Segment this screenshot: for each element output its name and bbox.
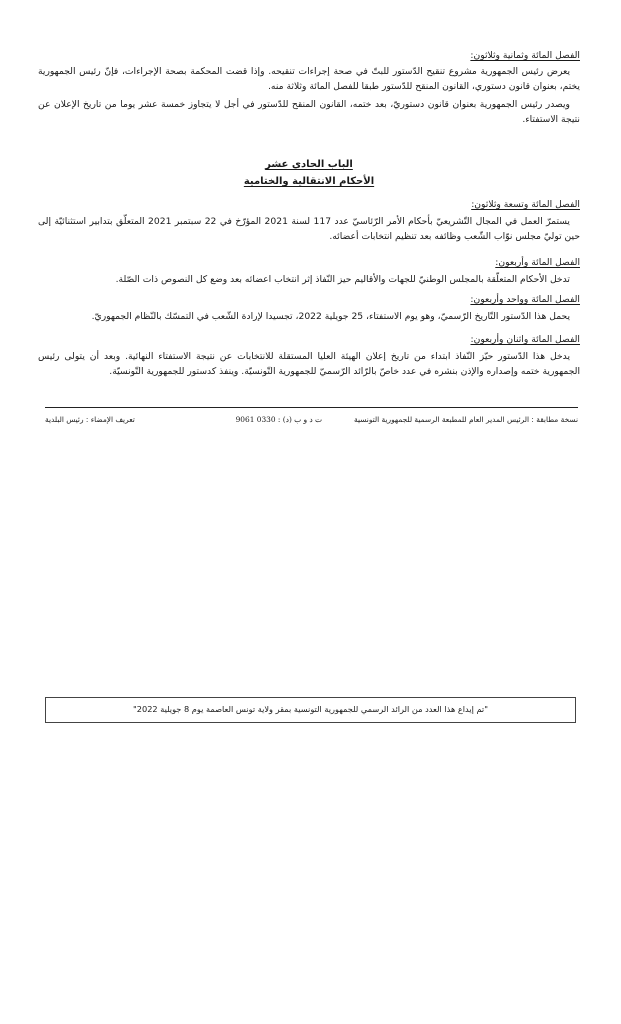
- article-heading: الفصل المائة واثنان وأربعون:: [470, 334, 580, 345]
- page-footer: [45, 415, 578, 429]
- article-paragraph: ويصدر رئيس الجمهورية بعنوان قانون دستوريّ، بعد ختمه، القانون المنقح للدّستور في أجل لا يتجاوز خمسة عشر يوما من تاريخ الإعلان عن نتيجة الاستفتاء.: [38, 99, 580, 125]
- signature-identification: تعريف الإمضاء : رئيس البلدية: [45, 415, 135, 424]
- article-141: [38, 293, 580, 325]
- footer-divider: [45, 407, 578, 408]
- article-140: [38, 256, 580, 288]
- deposit-notice: "تم إيداع هذا العدد من الرائد الرسمي للجمهورية التونسية بمقر ولاية تونس العاصمة يوم 8 جويلية 2022": [133, 704, 488, 714]
- article-heading: الفصل المائة وتسعة وثلاثون:: [471, 199, 580, 210]
- article-138: [38, 49, 580, 127]
- article-heading: الفصل المائة وواحد وأربعون:: [470, 294, 580, 305]
- article-paragraph: يدخل هذا الدّستور حيّز النّفاذ ابتداء من تاريخ إعلان الهيئة العليا المستقلة للانتخابات عن نتيجة الاستفتاء النهائية. وبعد أن يتولى رئيس الجمهورية ختمه وإصداره والإذن بنشره في عدد خاصّ بالرّائد الرّسميّ للجمهورية التّونسيّة. وينفذ كدستور للجمهورية التّونسيّة.: [38, 351, 580, 377]
- article-heading: الفصل المائة وأربعون:: [495, 257, 580, 268]
- deposit-notice-box: [45, 697, 576, 723]
- article-heading: الفصل المائة وثمانية وثلاثون:: [470, 50, 580, 61]
- article-paragraph: يحمل هذا الدّستور التّاريخ الرّسميّ، وهو يوم الاستفتاء، 25 جويلية 2022، تجسيدا لإرادة الشّعب في التمسّك بالنّظام الجمهوريّ.: [91, 311, 570, 322]
- chapter-header: [38, 156, 580, 190]
- certified-copy-note: نسخة مطابقة : الرئيس المدير العام للمطبعة الرسمية للجمهورية التونسية: [353, 415, 578, 424]
- chapter-title: الباب الحادي عشر: [265, 159, 353, 170]
- article-142: [38, 333, 580, 379]
- article-139: [38, 198, 580, 244]
- article-paragraph: تدخل الأحكام المتعلّقة بالمجلس الوطنيّ للجهات والأقاليم حيز النّفاذ إثر انتخاب اعضائه بعد وضع كل النصوص ذات الصّلة.: [115, 274, 570, 285]
- tax-id: ت د و ب (د) : 0330 9061: [235, 415, 322, 424]
- article-paragraph: يستمرّ العمل في المجال التّشريعيّ بأحكام الأمر الرّئاسيّ عدد 117 لسنة 2021 المؤرّخ في 22 سبتمبر 2021 المتعلّق بتدابير استثنائيّة إلى حين توليّ مجلس نوّاب الشّعب وظائفه بعد تنظيم انتخابات أعضائه.: [38, 216, 580, 242]
- article-paragraph: يعرض رئيس الجمهورية مشروع تنقيح الدّستور للبتّ في صحة إجراءات تنقيحه. وإذا قضت المحكمة بصحة الإجراءات، فإنّ رئيس الجمهورية يختم، بعنوان قانون دستوري، القانون المنقح للدّستور طبقا للفصل المائة وثلاثة منه.: [38, 66, 580, 92]
- chapter-subtitle: الأحكام الانتقالية والختامية: [243, 176, 375, 187]
